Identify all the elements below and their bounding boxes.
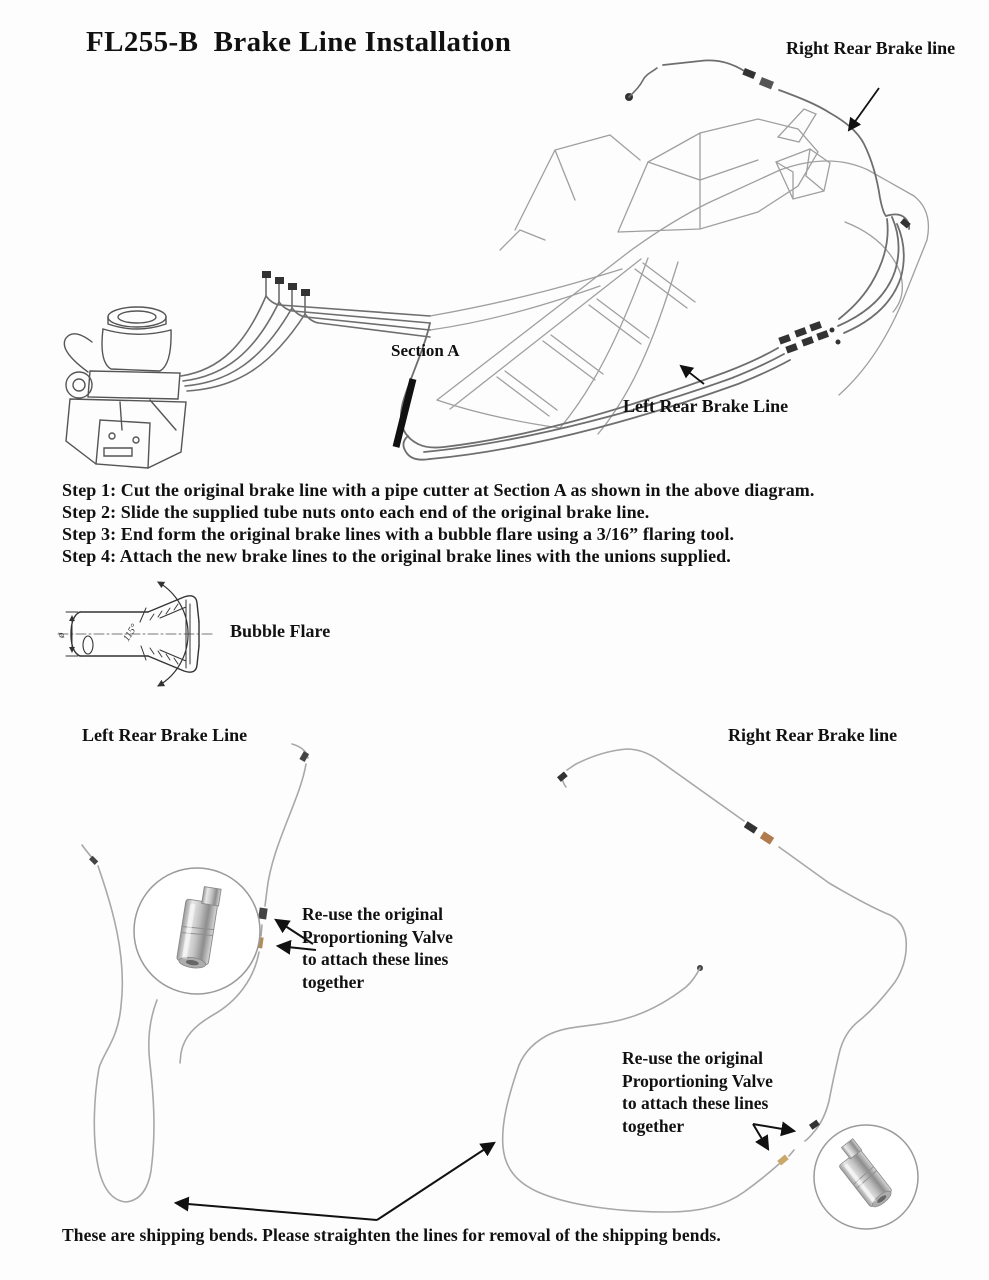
reuse-note-line: together [622,1115,685,1136]
left-union-magnifier [134,868,260,994]
label-bubble-flare: Bubble Flare [230,621,331,641]
installation-steps [62,479,815,567]
reuse-note-left [302,903,453,993]
shipping-bend-arrows [176,1143,494,1220]
step-4: Step 4: Attach the new brake lines to the original brake lines with the unions supplied. [62,546,731,566]
reuse-note-line: Re-use the original [622,1048,763,1068]
shipping-bends-note: These are shipping bends. Please straighten the lines for removal of the shipping bends. [62,1225,721,1245]
underbody-floor-pan [430,109,928,434]
section-a-mark [396,379,413,447]
reuse-note-line: together [302,971,365,992]
reuse-note-line: to attach these lines [622,1093,769,1113]
rear-union-cluster [778,321,840,353]
left-rear-arrow [681,366,704,384]
step-3: Step 3: End form the original brake lines with a bubble flare using a 3/16” flaring tool. [62,524,735,544]
reuse-note-line: Proportioning Valve [622,1070,773,1091]
right-rear-line-top [625,60,911,319]
diameter-symbol: ø [55,632,67,638]
right-rear-arrow [849,88,879,130]
flare-angle-label: 115° [121,622,141,644]
right-union-magnifier [814,1125,918,1229]
reuse-note-line: Proportioning Valve [302,926,453,947]
reuse-note-right [622,1047,773,1137]
label-right-rear-top: Right Rear Brake line [786,38,956,58]
step-1: Step 1: Cut the original brake line with a pipe cutter at Section A as shown in the above diagram. [62,480,815,500]
step-2: Step 2: Slide the supplied tube nuts onto each end of the original brake line. [62,502,650,522]
label-right-rear-bottom: Right Rear Brake line [728,725,898,745]
master-cylinder-assembly [64,307,186,468]
bubble-flare-diagram [55,582,215,686]
front-brake-line-bundle [181,271,430,391]
label-left-rear-top: Left Rear Brake Line [623,396,789,416]
page-title: FL255-B Brake Line Installation [86,26,512,58]
reuse-note-line: Re-use the original [302,904,443,924]
reuse-note-line: to attach these lines [302,949,449,969]
label-left-rear-bottom: Left Rear Brake Line [82,725,248,745]
label-section-a: Section A [391,341,460,360]
